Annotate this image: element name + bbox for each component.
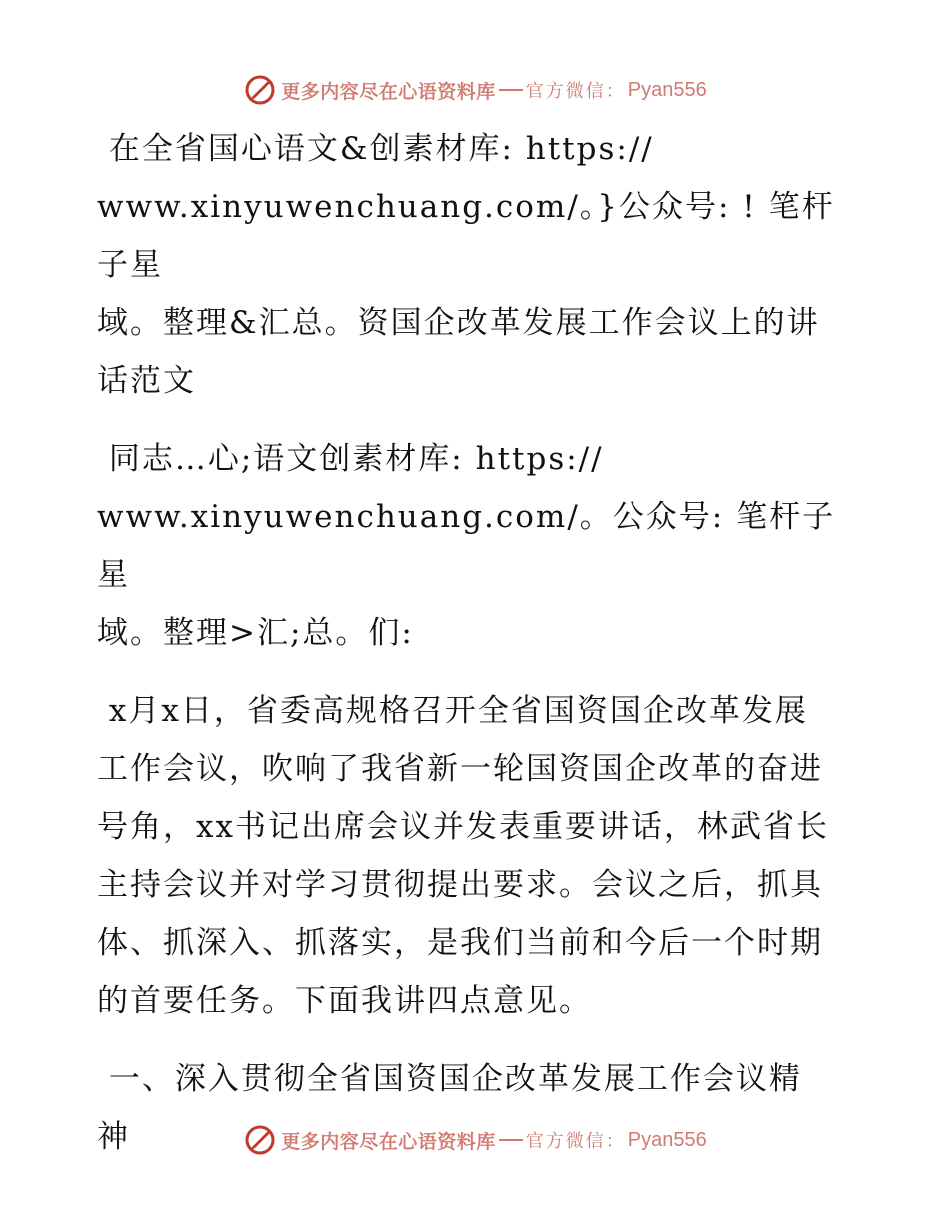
quill-logo-icon <box>243 1123 277 1157</box>
header-brand-text: 更多内容尽在心语资料库 <box>281 80 496 103</box>
document-body <box>97 120 857 1186</box>
footer-divider <box>499 1139 523 1141</box>
paragraph-intro: x月x日，省委高规格召开全省国资国企改革发展 工作会议，吹响了我省新一轮国资国企改革的奋进 号角，xx书记出席会议并发表重要讲话，林武省长 主持会议并对学习贯彻提出要求。会议之后，抓具 体、抓深入、抓落实，是我们当前和今后一个时期 的首要任务。下面我讲四点意见。 <box>97 693 829 1019</box>
paragraph-section-heading: 一、深入贯彻全省国资国企改革发展工作会议精 神 <box>97 1061 802 1155</box>
footer-wechat-id: Pyan556 <box>627 1128 707 1151</box>
footer-wechat-label: 官方微信： <box>525 1131 626 1152</box>
header-wechat-label: 官方微信： <box>525 81 626 102</box>
paragraph-salutation: 同志…心;语文创素材库: https:// www.xinyuwenchuang.com/。公众号: 笔杆子星 域。整理>汇;总。们: <box>97 441 836 651</box>
header-wechat-id: Pyan556 <box>627 78 707 101</box>
footer-watermark <box>0 1120 950 1160</box>
paragraph-title: 在全省国心语文&创素材库: https:// www.xinyuwenchuang.com/。}公众号: ! 笔杆子星 域。整理&汇总。资国企改革发展工作会议上的讲 话范文 <box>97 131 835 399</box>
footer-brand-text: 更多内容尽在心语资料库 <box>281 1130 496 1153</box>
header-divider <box>499 89 523 91</box>
header-watermark <box>0 70 950 110</box>
quill-logo-icon <box>243 73 277 107</box>
